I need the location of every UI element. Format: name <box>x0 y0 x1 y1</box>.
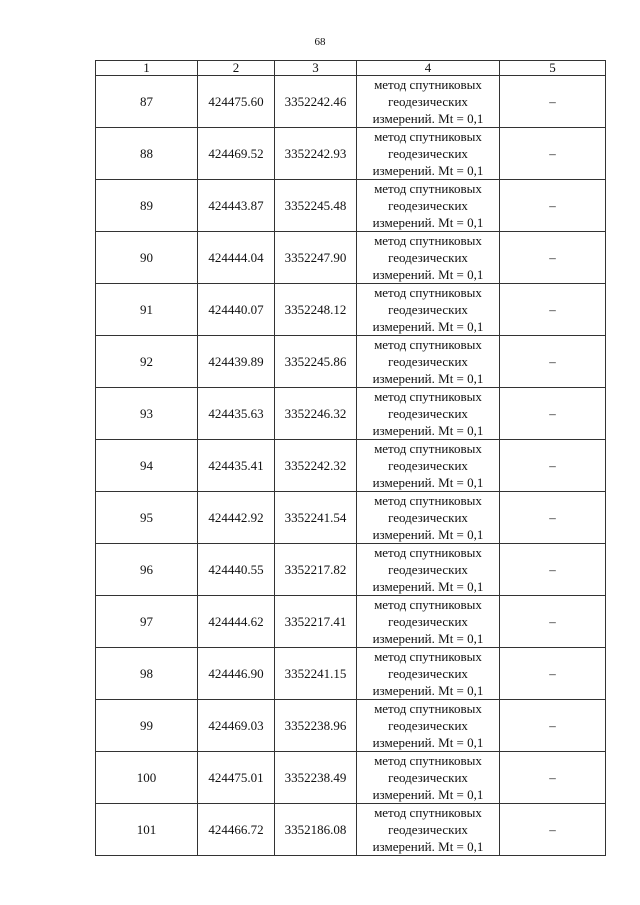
method-line: геодезических <box>388 250 468 265</box>
method-cell <box>357 544 500 596</box>
method-line: измерений. Mt = 0,1 <box>372 475 484 490</box>
method-line: метод спутниковых <box>374 129 482 144</box>
table-row <box>96 128 606 180</box>
method-cell <box>357 284 500 336</box>
table-row <box>96 804 606 856</box>
y-coordinate-cell: 3352248.12 <box>275 284 357 336</box>
column-header: 5 <box>500 61 606 76</box>
note-cell: – <box>500 128 606 180</box>
table-row <box>96 76 606 128</box>
method-line: метод спутниковых <box>374 233 482 248</box>
x-coordinate-cell: 424435.63 <box>198 388 275 440</box>
column-header: 2 <box>198 61 275 76</box>
method-line: измерений. Mt = 0,1 <box>372 215 484 230</box>
y-coordinate-cell: 3352242.46 <box>275 76 357 128</box>
point-number-cell: 91 <box>96 284 198 336</box>
point-number-cell: 93 <box>96 388 198 440</box>
method-cell <box>357 596 500 648</box>
point-number-cell: 99 <box>96 700 198 752</box>
table-row <box>96 388 606 440</box>
y-coordinate-cell: 3352247.90 <box>275 232 357 284</box>
method-cell <box>357 232 500 284</box>
point-number-cell: 89 <box>96 180 198 232</box>
point-number-cell: 96 <box>96 544 198 596</box>
table-row <box>96 440 606 492</box>
method-line: метод спутниковых <box>374 285 482 300</box>
method-line: метод спутниковых <box>374 805 482 820</box>
method-line: измерений. Mt = 0,1 <box>372 735 484 750</box>
coordinates-table <box>95 60 606 856</box>
table-row <box>96 544 606 596</box>
method-cell <box>357 700 500 752</box>
x-coordinate-cell: 424475.01 <box>198 752 275 804</box>
note-cell: – <box>500 804 606 856</box>
y-coordinate-cell: 3352238.96 <box>275 700 357 752</box>
note-cell: – <box>500 752 606 804</box>
method-line: измерений. Mt = 0,1 <box>372 423 484 438</box>
method-line: измерений. Mt = 0,1 <box>372 267 484 282</box>
method-line: метод спутниковых <box>374 753 482 768</box>
method-line: метод спутниковых <box>374 493 482 508</box>
x-coordinate-cell: 424444.62 <box>198 596 275 648</box>
table-row <box>96 492 606 544</box>
point-number-cell: 88 <box>96 128 198 180</box>
method-line: метод спутниковых <box>374 389 482 404</box>
point-number-cell: 94 <box>96 440 198 492</box>
method-cell <box>357 336 500 388</box>
point-number-cell: 101 <box>96 804 198 856</box>
table-row <box>96 752 606 804</box>
method-line: геодезических <box>388 562 468 577</box>
method-line: метод спутниковых <box>374 77 482 92</box>
note-cell: – <box>500 76 606 128</box>
column-header: 1 <box>96 61 198 76</box>
method-line: метод спутниковых <box>374 181 482 196</box>
method-cell <box>357 648 500 700</box>
method-line: геодезических <box>388 614 468 629</box>
x-coordinate-cell: 424440.55 <box>198 544 275 596</box>
y-coordinate-cell: 3352246.32 <box>275 388 357 440</box>
method-cell <box>357 492 500 544</box>
method-line: метод спутниковых <box>374 597 482 612</box>
method-line: метод спутниковых <box>374 337 482 352</box>
method-line: геодезических <box>388 302 468 317</box>
method-cell <box>357 76 500 128</box>
method-line: геодезических <box>388 94 468 109</box>
method-line: метод спутниковых <box>374 701 482 716</box>
point-number-cell: 92 <box>96 336 198 388</box>
note-cell: – <box>500 700 606 752</box>
method-line: геодезических <box>388 718 468 733</box>
method-line: измерений. Mt = 0,1 <box>372 527 484 542</box>
x-coordinate-cell: 424444.04 <box>198 232 275 284</box>
note-cell: – <box>500 336 606 388</box>
method-cell <box>357 128 500 180</box>
method-line: геодезических <box>388 666 468 681</box>
note-cell: – <box>500 180 606 232</box>
y-coordinate-cell: 3352245.86 <box>275 336 357 388</box>
method-line: измерений. Mt = 0,1 <box>372 631 484 646</box>
method-line: геодезических <box>388 198 468 213</box>
point-number-cell: 95 <box>96 492 198 544</box>
x-coordinate-cell: 424442.92 <box>198 492 275 544</box>
method-line: измерений. Mt = 0,1 <box>372 371 484 386</box>
point-number-cell: 87 <box>96 76 198 128</box>
y-coordinate-cell: 3352238.49 <box>275 752 357 804</box>
method-line: метод спутниковых <box>374 441 482 456</box>
note-cell: – <box>500 284 606 336</box>
note-cell: – <box>500 440 606 492</box>
y-coordinate-cell: 3352245.48 <box>275 180 357 232</box>
table-row <box>96 284 606 336</box>
point-number-cell: 97 <box>96 596 198 648</box>
column-header: 3 <box>275 61 357 76</box>
method-cell <box>357 388 500 440</box>
method-line: геодезических <box>388 354 468 369</box>
y-coordinate-cell: 3352217.41 <box>275 596 357 648</box>
x-coordinate-cell: 424435.41 <box>198 440 275 492</box>
method-cell <box>357 752 500 804</box>
method-cell <box>357 440 500 492</box>
y-coordinate-cell: 3352186.08 <box>275 804 357 856</box>
x-coordinate-cell: 424475.60 <box>198 76 275 128</box>
method-line: геодезических <box>388 770 468 785</box>
page-number: 68 <box>314 36 326 48</box>
table-row <box>96 180 606 232</box>
column-header: 4 <box>357 61 500 76</box>
y-coordinate-cell: 3352242.93 <box>275 128 357 180</box>
method-line: измерений. Mt = 0,1 <box>372 163 484 178</box>
note-cell: – <box>500 648 606 700</box>
point-number-cell: 90 <box>96 232 198 284</box>
table-row <box>96 336 606 388</box>
header-row <box>96 61 606 76</box>
y-coordinate-cell: 3352242.32 <box>275 440 357 492</box>
method-line: метод спутниковых <box>374 545 482 560</box>
x-coordinate-cell: 424439.89 <box>198 336 275 388</box>
x-coordinate-cell: 424440.07 <box>198 284 275 336</box>
method-line: измерений. Mt = 0,1 <box>372 579 484 594</box>
x-coordinate-cell: 424469.03 <box>198 700 275 752</box>
method-line: геодезических <box>388 458 468 473</box>
method-line: метод спутниковых <box>374 649 482 664</box>
method-line: измерений. Mt = 0,1 <box>372 111 484 126</box>
table-row <box>96 700 606 752</box>
method-line: геодезических <box>388 406 468 421</box>
method-line: геодезических <box>388 146 468 161</box>
note-cell: – <box>500 596 606 648</box>
method-line: измерений. Mt = 0,1 <box>372 839 484 854</box>
note-cell: – <box>500 492 606 544</box>
method-line: измерений. Mt = 0,1 <box>372 683 484 698</box>
table-row <box>96 648 606 700</box>
point-number-cell: 98 <box>96 648 198 700</box>
method-cell <box>357 804 500 856</box>
note-cell: – <box>500 544 606 596</box>
y-coordinate-cell: 3352217.82 <box>275 544 357 596</box>
table-row <box>96 232 606 284</box>
method-line: измерений. Mt = 0,1 <box>372 787 484 802</box>
note-cell: – <box>500 232 606 284</box>
method-line: измерений. Mt = 0,1 <box>372 319 484 334</box>
x-coordinate-cell: 424469.52 <box>198 128 275 180</box>
table-body <box>96 76 606 856</box>
x-coordinate-cell: 424466.72 <box>198 804 275 856</box>
method-cell <box>357 180 500 232</box>
method-line: геодезических <box>388 822 468 837</box>
y-coordinate-cell: 3352241.15 <box>275 648 357 700</box>
method-line: геодезических <box>388 510 468 525</box>
x-coordinate-cell: 424446.90 <box>198 648 275 700</box>
table-row <box>96 596 606 648</box>
point-number-cell: 100 <box>96 752 198 804</box>
y-coordinate-cell: 3352241.54 <box>275 492 357 544</box>
x-coordinate-cell: 424443.87 <box>198 180 275 232</box>
note-cell: – <box>500 388 606 440</box>
